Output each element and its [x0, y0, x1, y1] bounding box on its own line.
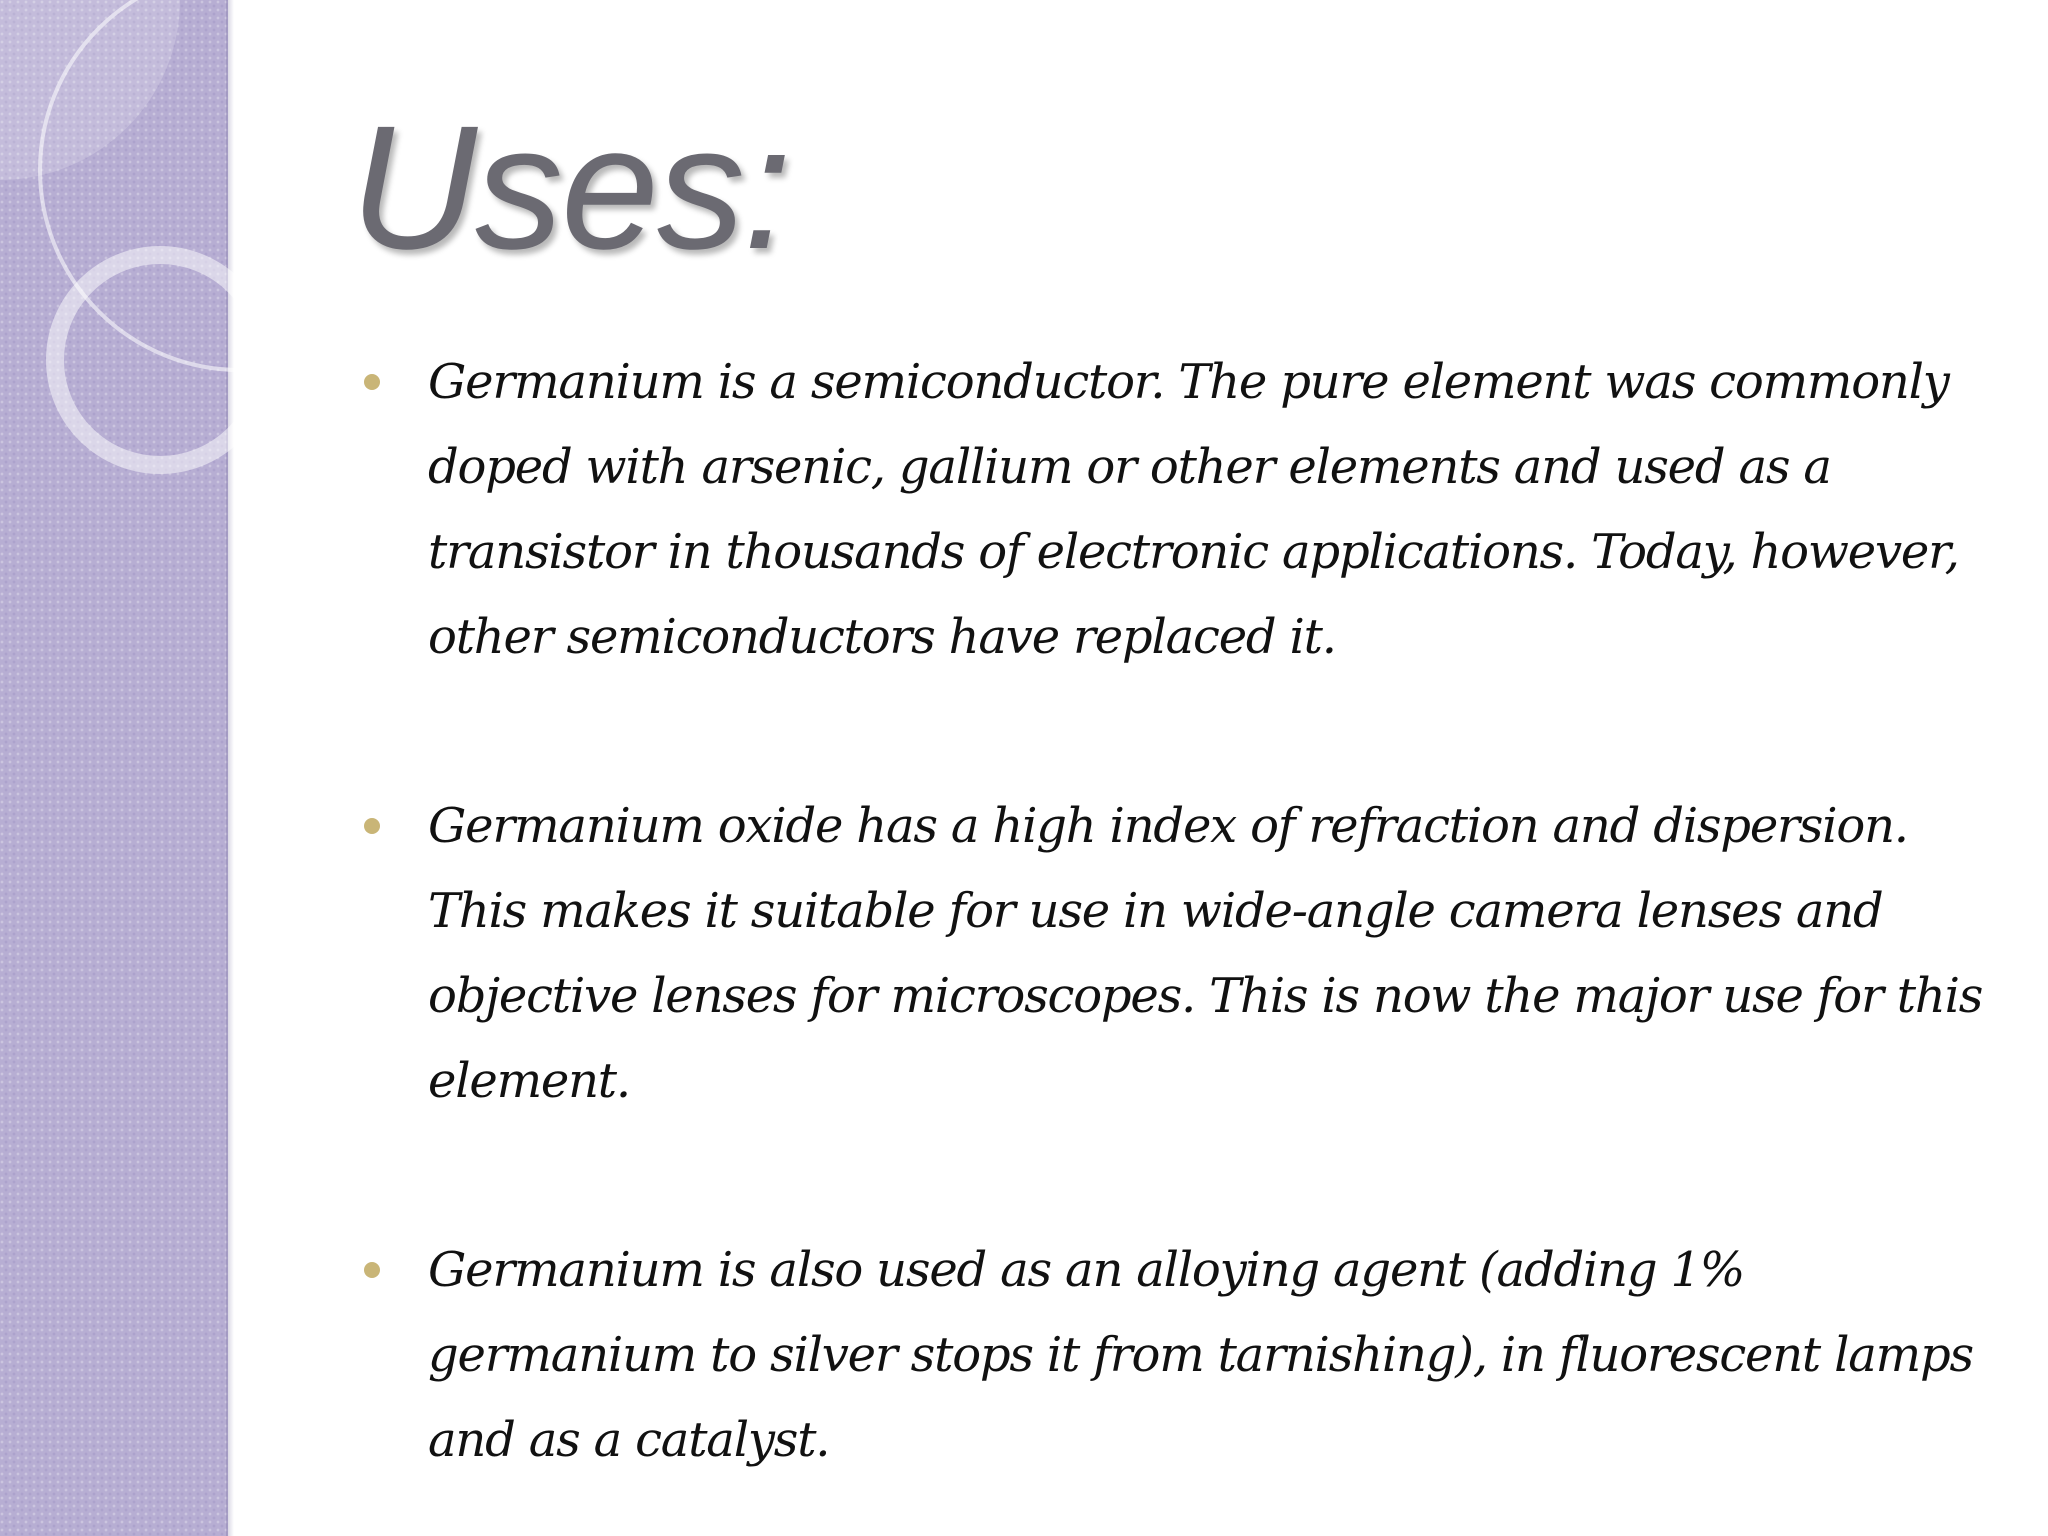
bullet-list	[360, 340, 1990, 1536]
decorative-side-band	[0, 0, 228, 1536]
bullet-text: Germanium is also used as an alloying agent (adding 1% germanium to silver stops it from tarnishing), in fluorescent lamps and as a catalyst.	[428, 1242, 1973, 1468]
slide-title: Uses:	[350, 90, 790, 286]
bullet-item	[360, 784, 1990, 1124]
bullet-dot-icon	[364, 1262, 380, 1278]
bullet-dot-icon	[364, 818, 380, 834]
bullet-item	[360, 1228, 1990, 1483]
bullet-item	[360, 340, 1990, 680]
bullet-text: Germanium is a semiconductor. The pure element was commonly doped with arsenic, gallium or other elements and used as a transistor in thousands of electronic applications. Today, however, other semiconductors have replaced it.	[428, 354, 1959, 665]
bullet-dot-icon	[364, 374, 380, 390]
bullet-text: Germanium oxide has a high index of refraction and dispersion. This makes it suitable for use in wide-angle camera lenses and objective lenses for microscopes. This is now the major use for this element.	[428, 798, 1983, 1109]
side-band-shadow	[226, 0, 234, 1536]
